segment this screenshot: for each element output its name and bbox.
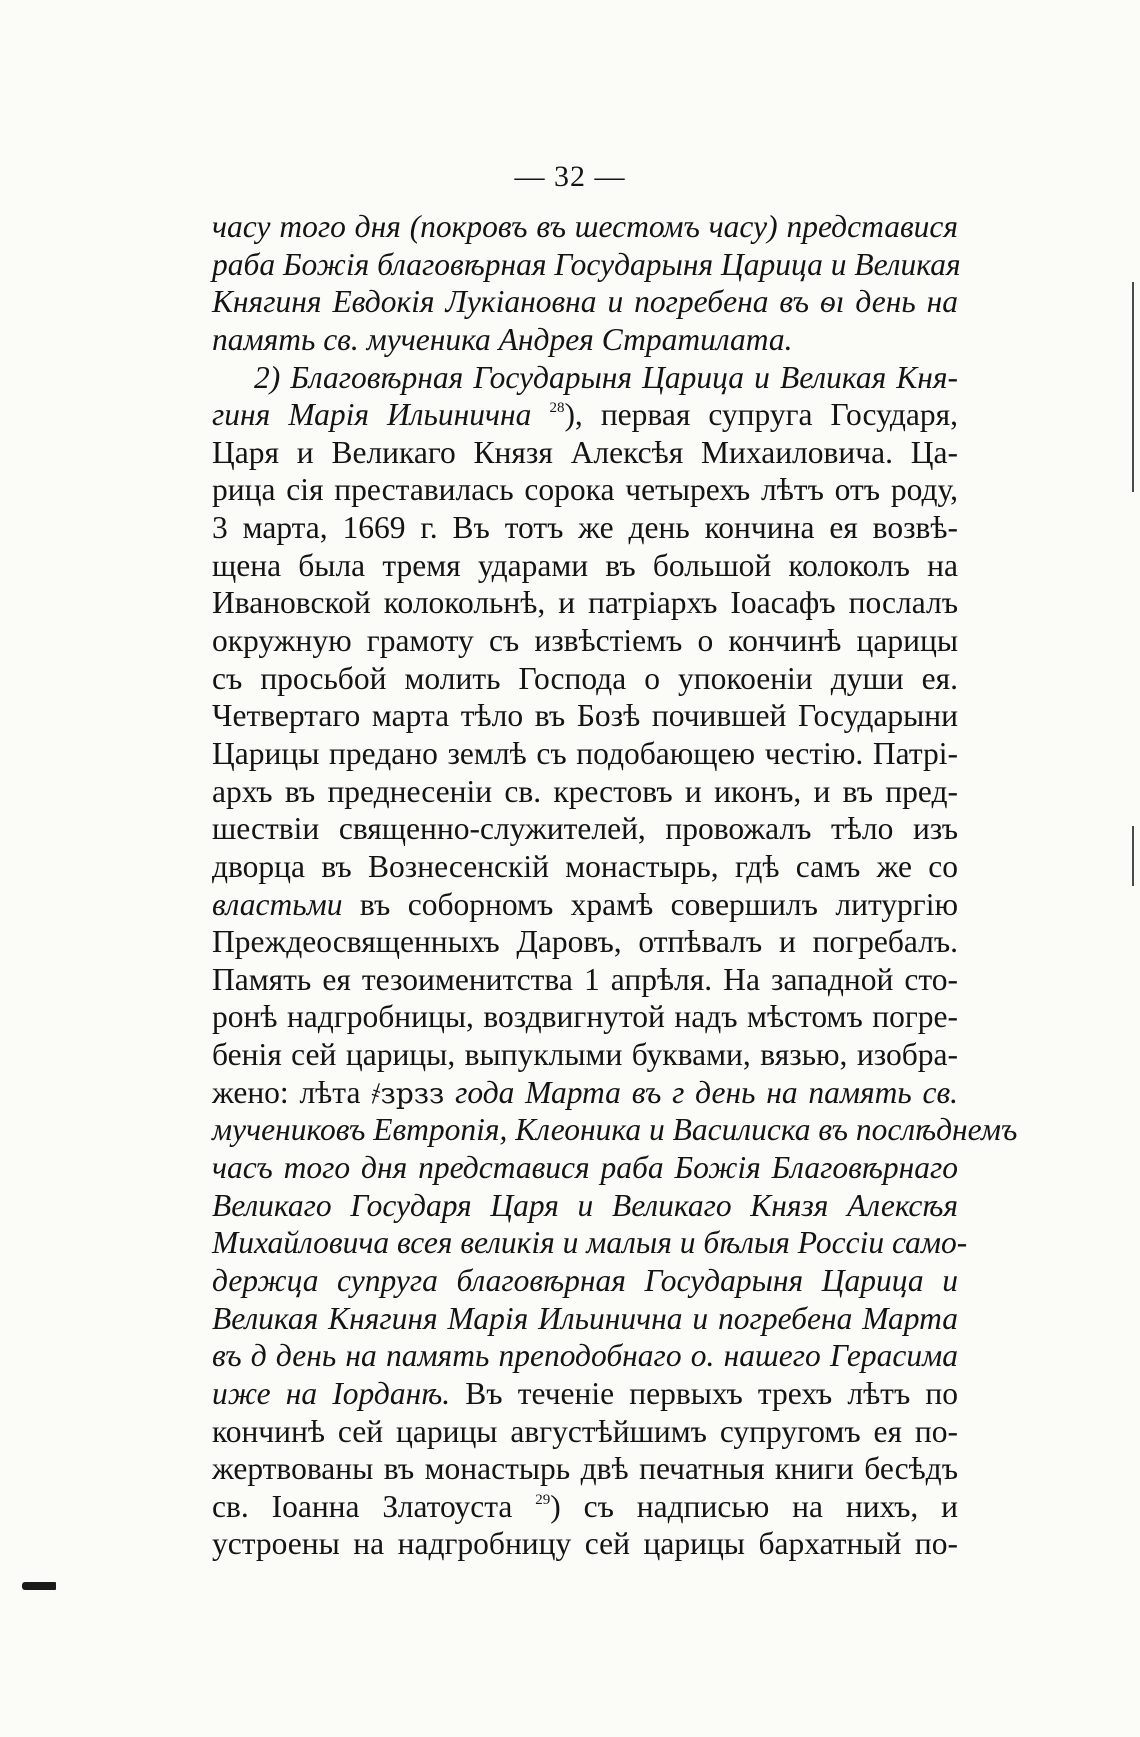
text-line: дворца въ Вознесенскій монастырь, гдѣ самъ же со bbox=[212, 848, 958, 884]
text-line: Великая Княгиня Марія Ильинична и погребена Марта bbox=[212, 1300, 958, 1336]
text-line: память св. мученика Андрея Стратилата. bbox=[212, 321, 793, 357]
body-text bbox=[212, 208, 1018, 1563]
text-line: шествіи священно-служителей, провожалъ тѣло изъ bbox=[212, 811, 958, 847]
text-line bbox=[212, 396, 958, 434]
text-span: иже на Іорданѣ. bbox=[212, 1375, 451, 1411]
text-span: гиня Марія Ильинична bbox=[212, 397, 532, 433]
text-line: щена была тремя ударами въ большой колоколъ на bbox=[212, 547, 958, 583]
footnote-ref-29[interactable]: 29 bbox=[535, 1491, 551, 1508]
text-span: Въ теченіе первыхъ трехъ лѣтъ по bbox=[465, 1375, 959, 1411]
margin-ink-mark bbox=[22, 1582, 56, 1590]
text-line: раба Божія благовѣрная Государыня Царица и Великая bbox=[212, 246, 961, 282]
text-line: часъ того дня представися раба Божія Благовѣрнаго bbox=[212, 1150, 958, 1186]
text-line: Великаго Государя Царя и Великаго Князя Алексѣя bbox=[212, 1187, 958, 1223]
text-span: ) съ надписью на нихъ, и bbox=[550, 1488, 959, 1524]
page-edge-line bbox=[1132, 282, 1134, 492]
text-span: въ соборномъ храмѣ совершилъ литургію bbox=[359, 886, 958, 922]
text-span: жено: лѣта bbox=[212, 1074, 361, 1110]
slavonic-date: ҂зрзз bbox=[371, 1076, 445, 1110]
text-line: архъ въ преднесеніи св. крестовъ и иконъ, и въ пред- bbox=[212, 773, 958, 809]
text-line bbox=[212, 886, 958, 924]
text-line: Михайловича всея великія и малыя и бѣлыя Россіи само- bbox=[212, 1225, 968, 1261]
text-line: часу того дня (покровъ въ шестомъ часу) представися bbox=[212, 209, 958, 244]
text-line: бенія сей царицы, выпуклыми буквами, вязью, изобра- bbox=[212, 1037, 958, 1073]
text-line: устроены на надгробницу сей царицы бархатный по- bbox=[212, 1526, 958, 1562]
text-line: окружную грамоту съ извѣстіемъ о кончинѣ царицы bbox=[212, 623, 958, 659]
page-number: — 32 — bbox=[514, 160, 626, 193]
text-line: ронѣ надгробницы, воздвигнутой надъ мѣстомъ погре- bbox=[212, 999, 958, 1035]
text-line: 2) Благовѣрная Государыня Царица и Великая Кня- bbox=[254, 359, 958, 395]
text-line: Преждеосвященныхъ Даровъ, отпѣвалъ и погребалъ. bbox=[212, 924, 958, 960]
text-line: съ просьбой молить Господа о упокоеніи души ея. bbox=[212, 660, 958, 696]
text-line bbox=[212, 1375, 958, 1413]
text-line: рица сія преставилась сорока четырехъ лѣтъ отъ роду, bbox=[212, 472, 958, 508]
page-edge-line bbox=[1132, 826, 1134, 886]
text-span: властьми bbox=[212, 886, 343, 922]
text-line: 3 марта, 1669 г. Въ тотъ же день кончина ея возвѣ- bbox=[212, 510, 958, 546]
text-span: года Марта въ г день на память св. bbox=[455, 1074, 958, 1110]
text-line: держца супруга благовѣрная Государыня Царица и bbox=[212, 1262, 958, 1298]
text-line: Царя и Великаго Князя Алексѣя Михаиловича. Ца- bbox=[212, 434, 958, 470]
text-line: Княгиня Евдокія Лукіановна и погребена въ ѳı день на bbox=[212, 284, 958, 320]
text-line: Четвертаго марта тѣло въ Бозѣ почившей Государыни bbox=[212, 698, 958, 734]
footnote-ref-28[interactable]: 28 bbox=[549, 400, 565, 417]
text-line: мучениковъ Евтропія, Клеоника и Василиска въ послѣднемъ bbox=[212, 1112, 1018, 1148]
text-span: св. Іоанна Златоуста bbox=[212, 1488, 513, 1524]
text-span: ), первая супруга Государя, bbox=[564, 397, 958, 433]
text-line: Царицы предано землѣ съ подобающею честію. Патрі- bbox=[212, 735, 958, 771]
text-line bbox=[212, 1074, 958, 1112]
text-line bbox=[212, 1488, 958, 1526]
text-line: жертвованы въ монастырь двѣ печатныя книги бесѣдъ bbox=[212, 1451, 958, 1487]
text-line: въ д день на память преподобнаго о. нашего Герасима bbox=[212, 1338, 958, 1374]
text-line: Память ея тезоименитства 1 апрѣля. На западной сто- bbox=[212, 961, 958, 997]
text-line: кончинѣ сей царицы августѣйшимъ супругомъ ея по- bbox=[212, 1413, 958, 1449]
text-line: Ивановской колокольнѣ, и патріархъ Іоасафъ послалъ bbox=[212, 585, 958, 621]
